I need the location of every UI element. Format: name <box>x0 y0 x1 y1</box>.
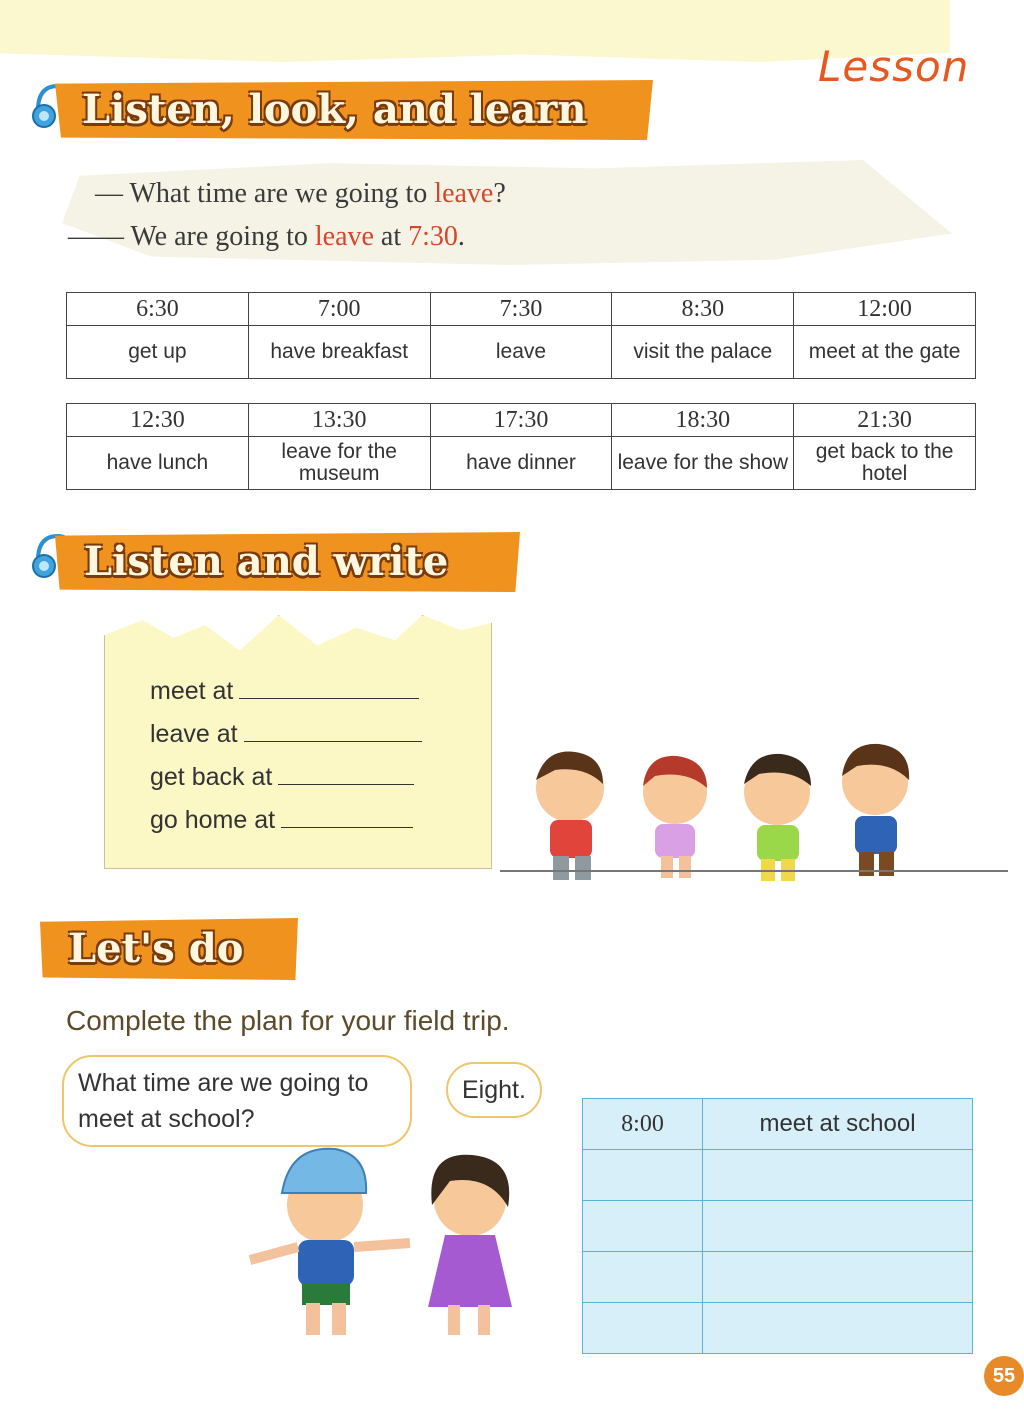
time-row <box>67 293 976 326</box>
time-cell: 6:30 <box>67 293 249 326</box>
write-line <box>150 677 419 706</box>
plan-time-cell[interactable] <box>583 1150 703 1201</box>
dialog-answer-text: We are going to <box>130 221 308 252</box>
time-cell: 7:30 <box>430 293 612 326</box>
section-title-lets-do: Let's do <box>68 925 244 972</box>
kid-2 <box>643 756 707 878</box>
write-label: get back at <box>150 763 273 791</box>
plan-time-cell[interactable] <box>583 1201 703 1252</box>
plan-activity-cell[interactable] <box>703 1201 973 1252</box>
plan-time-cell[interactable] <box>583 1252 703 1303</box>
plan-activity-cell[interactable] <box>703 1303 973 1354</box>
time-cell: 21:30 <box>794 404 976 437</box>
plan-row <box>583 1201 973 1252</box>
page-number: 55 <box>984 1356 1024 1396</box>
time-cell: 12:30 <box>67 404 249 437</box>
section-title-listen-write: Listen and write <box>84 538 449 585</box>
dialog-dash: —— <box>68 221 124 252</box>
plan-time-cell[interactable] <box>583 1303 703 1354</box>
plan-activity-cell: meet at school <box>703 1099 973 1150</box>
top-decoration-band <box>0 0 950 62</box>
time-cell: 7:00 <box>248 293 430 326</box>
plan-row <box>583 1303 973 1354</box>
activity-cell: have breakfast <box>248 326 430 379</box>
write-line <box>150 763 414 792</box>
write-label: meet at <box>150 677 234 705</box>
activity-cell: have dinner <box>430 437 612 490</box>
section-title-listen-look-learn: Listen, look, and learn <box>82 86 587 133</box>
lesson-label: Lesson <box>818 42 970 91</box>
write-line <box>150 806 413 835</box>
kid-1 <box>536 752 604 880</box>
answer-blank[interactable] <box>278 784 414 785</box>
time-cell: 17:30 <box>430 404 612 437</box>
plan-activity-cell[interactable] <box>703 1150 973 1201</box>
time-cell: 18:30 <box>612 404 794 437</box>
answer-blank[interactable] <box>239 698 419 699</box>
dialog-question <box>95 178 506 210</box>
time-row <box>67 404 976 437</box>
dialog-keyword: leave <box>434 178 494 209</box>
write-label: go home at <box>150 806 276 834</box>
dialog-answer-text: at <box>380 221 402 252</box>
activity-cell: get back to the hotel <box>794 437 976 490</box>
schedule-table-2 <box>66 403 976 490</box>
activity-row <box>67 326 976 379</box>
plan-row <box>583 1150 973 1201</box>
write-label: leave at <box>150 720 238 748</box>
dialog-dash: — <box>95 178 123 209</box>
dialog-punct: ? <box>493 178 506 209</box>
dialog-punct: . <box>457 221 465 252</box>
answer-blank[interactable] <box>244 741 422 742</box>
plan-time-cell: 8:00 <box>583 1099 703 1150</box>
plan-table <box>582 1098 973 1354</box>
girl-in-purple <box>428 1155 512 1335</box>
activity-cell: have lunch <box>67 437 249 490</box>
dialog-time: 7:30 <box>408 221 458 252</box>
activity-cell: get up <box>67 326 249 379</box>
boy-with-cap <box>250 1149 410 1335</box>
dialog-keyword: leave <box>314 221 374 252</box>
schedule-table-1 <box>66 292 976 379</box>
plan-row <box>583 1099 973 1150</box>
activity-cell: visit the palace <box>612 326 794 379</box>
kid-3 <box>744 754 811 881</box>
dialog-question-text: What time are we going to <box>129 178 428 209</box>
time-cell: 12:00 <box>794 293 976 326</box>
ground-line <box>500 870 1008 872</box>
activity-row <box>67 437 976 490</box>
time-cell: 13:30 <box>248 404 430 437</box>
activity-cell: meet at the gate <box>794 326 976 379</box>
plan-row <box>583 1252 973 1303</box>
answer-blank[interactable] <box>281 827 413 828</box>
dialog-answer <box>68 221 465 253</box>
activity-cell: leave for the museum <box>248 437 430 490</box>
activity-cell: leave for the show <box>612 437 794 490</box>
talking-kids-illustration <box>240 1135 560 1350</box>
kid-4 <box>842 744 909 876</box>
write-line <box>150 720 422 749</box>
time-cell: 8:30 <box>612 293 794 326</box>
activity-cell: leave <box>430 326 612 379</box>
speech-bubble-boy: What time are we going to meet at school? <box>62 1055 412 1147</box>
walking-kids-illustration <box>515 740 935 890</box>
plan-activity-cell[interactable] <box>703 1252 973 1303</box>
instruction-text: Complete the plan for your field trip. <box>66 1005 510 1036</box>
speech-bubble-girl: Eight. <box>446 1062 542 1118</box>
